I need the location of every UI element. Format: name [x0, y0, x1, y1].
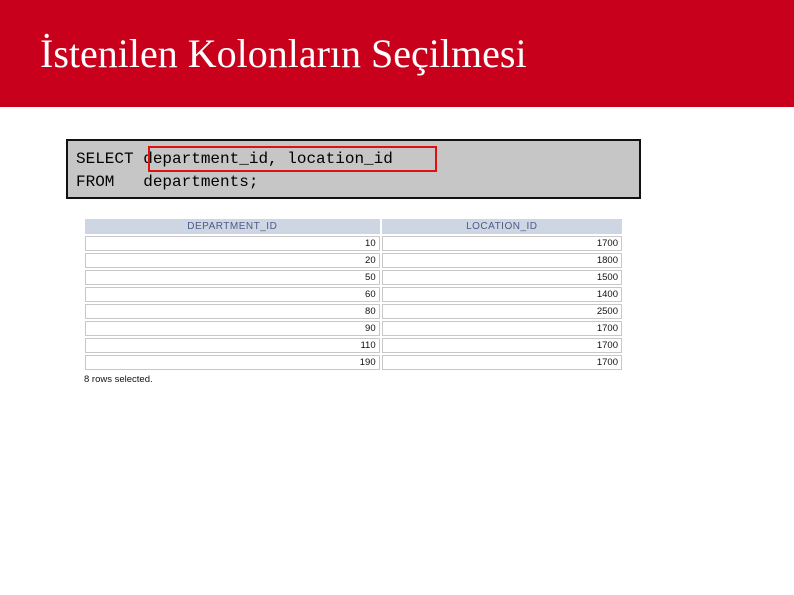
sql-from-table: departments;	[143, 173, 259, 191]
column-header-location-id: LOCATION_ID	[382, 219, 622, 234]
sql-code-box	[66, 139, 641, 199]
slide-title: İstenilen Kolonların Seçilmesi	[40, 31, 527, 76]
column-highlight-box	[148, 146, 437, 172]
location-id-cell: 1700	[382, 355, 622, 370]
department-id-cell: 110	[85, 338, 380, 353]
table-row	[85, 355, 622, 370]
location-id-cell: 2500	[382, 304, 622, 319]
location-id-cell: 1400	[382, 287, 622, 302]
table-row	[85, 287, 622, 302]
table-row	[85, 253, 622, 268]
table-row	[85, 270, 622, 285]
department-id-cell: 60	[85, 287, 380, 302]
table-row	[85, 338, 622, 353]
department-id-cell: 80	[85, 304, 380, 319]
location-id-cell: 1700	[382, 321, 622, 336]
title-bar	[0, 0, 794, 107]
location-id-cell: 1800	[382, 253, 622, 268]
department-id-cell: 190	[85, 355, 380, 370]
rows-selected-footer: 8 rows selected.	[84, 374, 153, 385]
sql-select-keyword: SELECT	[76, 150, 134, 168]
department-id-cell: 50	[85, 270, 380, 285]
department-id-cell: 90	[85, 321, 380, 336]
table-row	[85, 236, 622, 251]
table-row	[85, 304, 622, 319]
column-header-department-id: DEPARTMENT_ID	[85, 219, 380, 234]
result-table	[83, 217, 624, 372]
location-id-cell: 1500	[382, 270, 622, 285]
table-header-row	[85, 219, 622, 234]
sql-line-from	[76, 173, 258, 191]
location-id-cell: 1700	[382, 236, 622, 251]
department-id-cell: 10	[85, 236, 380, 251]
table-row	[85, 321, 622, 336]
department-id-cell: 20	[85, 253, 380, 268]
sql-from-keyword: FROM	[76, 173, 115, 191]
sql-select-columns: department_id, location_id	[143, 150, 393, 168]
location-id-cell: 1700	[382, 338, 622, 353]
